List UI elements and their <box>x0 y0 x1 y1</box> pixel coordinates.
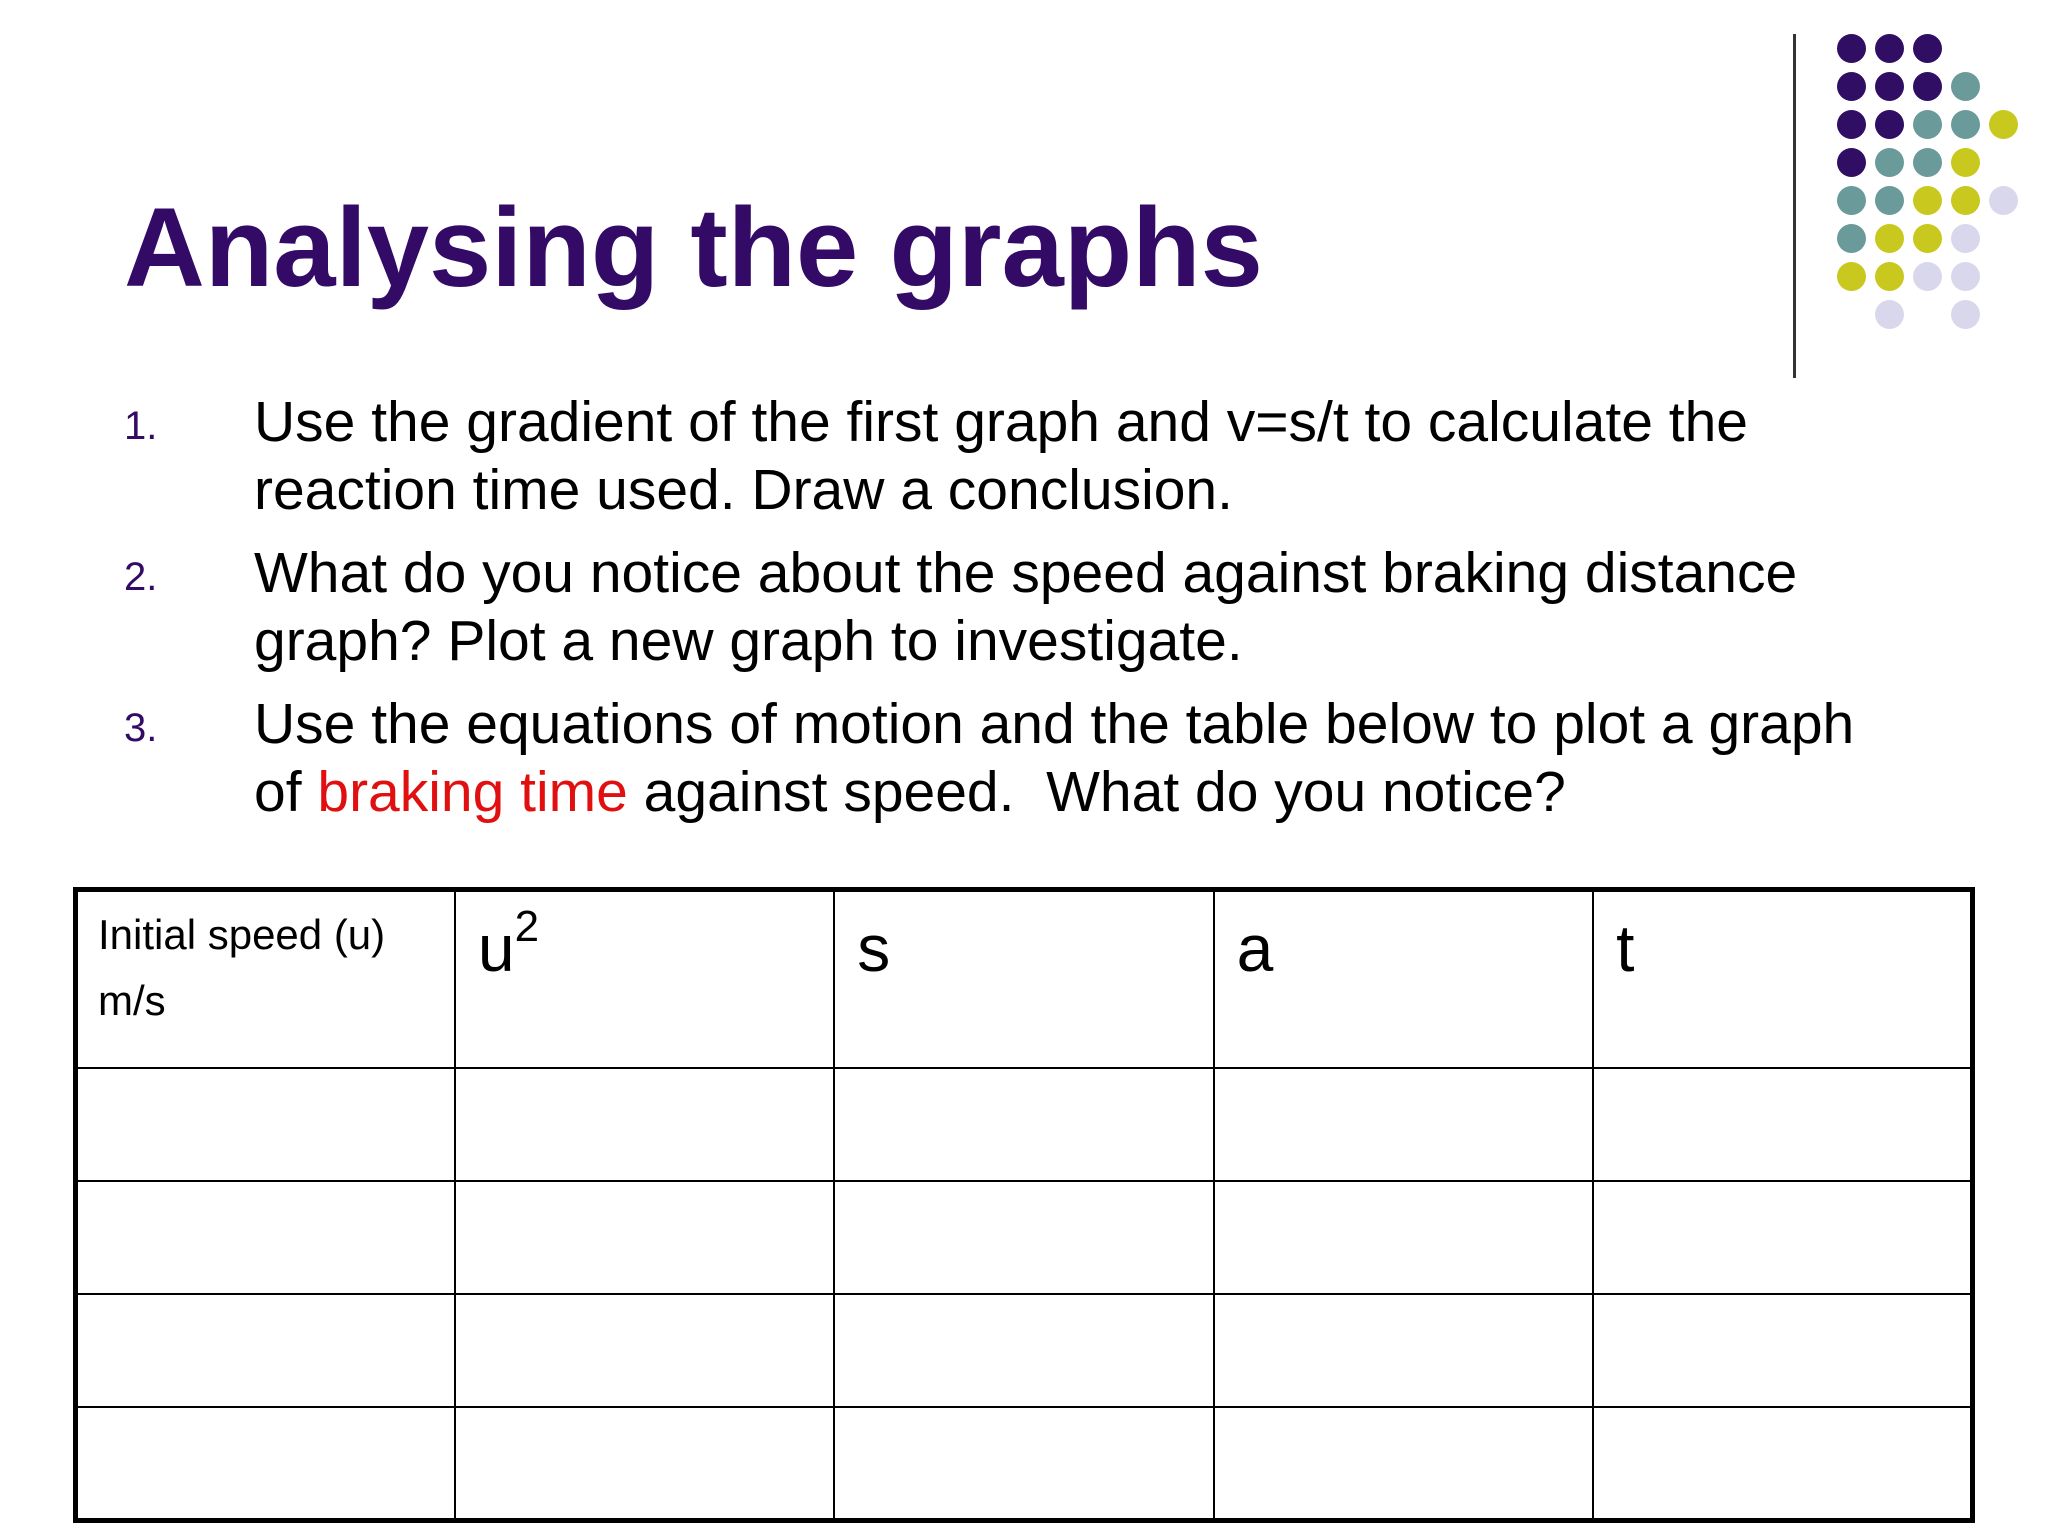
decorative-dot <box>1951 300 1980 329</box>
data-table <box>73 887 1975 1523</box>
table-cell[interactable] <box>455 1068 834 1181</box>
header-initial-speed-unit: m/s <box>98 977 166 1024</box>
decorative-dot <box>1951 262 1980 291</box>
table-cell[interactable] <box>834 1068 1213 1181</box>
decorative-dot <box>1837 110 1866 139</box>
vertical-divider <box>1793 34 1796 378</box>
table-row <box>76 1294 1973 1407</box>
table-cell[interactable] <box>834 1407 1213 1520</box>
list-item-3-line1: Use the equations of motion and the table below to plot a graph <box>254 692 1855 756</box>
table-cell[interactable] <box>455 1294 834 1407</box>
slide-title: Analysing the graphs <box>124 185 1263 310</box>
list-item-3-line2-prefix: of <box>254 760 318 824</box>
decorative-dot <box>1913 34 1942 63</box>
table-cell[interactable] <box>1593 1407 1972 1520</box>
decorative-dot <box>1913 186 1942 215</box>
decorative-dot <box>1989 110 2018 139</box>
table-cell[interactable] <box>76 1181 455 1294</box>
highlight-braking-time: braking time <box>317 760 628 824</box>
list-number-3: 3. <box>124 706 158 750</box>
list-number-1: 1. <box>124 404 158 448</box>
decorative-dot <box>1837 186 1866 215</box>
table-row <box>76 1068 1973 1181</box>
decorative-dot <box>1875 110 1904 139</box>
list-item-3-line2-suffix: against speed. What do you notice? <box>627 760 1566 824</box>
decorative-dot <box>1875 186 1904 215</box>
decorative-dot <box>1837 148 1866 177</box>
decorative-dot <box>1837 72 1866 101</box>
table-cell[interactable] <box>455 1407 834 1520</box>
table-cell[interactable] <box>76 1407 455 1520</box>
decorative-dot <box>1913 72 1942 101</box>
header-t: t <box>1593 890 1972 1068</box>
header-s: s <box>834 890 1213 1068</box>
header-initial-speed-label: Initial speed (u) <box>98 911 386 958</box>
table-row <box>76 1181 1973 1294</box>
table-cell[interactable] <box>1214 1407 1593 1520</box>
decorative-dot <box>1913 148 1942 177</box>
table-cell[interactable] <box>1593 1294 1972 1407</box>
table-cell[interactable] <box>1214 1294 1593 1407</box>
decorative-dot <box>1837 34 1866 63</box>
table-cell[interactable] <box>834 1294 1213 1407</box>
instruction-list <box>124 388 2024 841</box>
decorative-dot <box>1837 262 1866 291</box>
table-header-row <box>76 890 1973 1068</box>
decorative-dot <box>1951 148 1980 177</box>
header-u-squared-base: u <box>477 911 515 985</box>
header-u-squared <box>455 890 834 1068</box>
list-item-3 <box>124 690 2024 826</box>
decorative-dot <box>1913 110 1942 139</box>
list-item-1 <box>124 388 2024 524</box>
decorative-dot <box>1951 110 1980 139</box>
list-item-2-line1: What do you notice about the speed against braking distance <box>254 541 1798 605</box>
table-cell[interactable] <box>1214 1068 1593 1181</box>
list-item-2-line2: graph? Plot a new graph to investigate. <box>254 609 1243 673</box>
decorative-dot <box>1951 72 1980 101</box>
decorative-dot <box>1875 34 1904 63</box>
header-a: a <box>1214 890 1593 1068</box>
table-cell[interactable] <box>76 1068 455 1181</box>
decorative-dot <box>1875 148 1904 177</box>
decorative-dot <box>1875 300 1904 329</box>
table-cell[interactable] <box>834 1181 1213 1294</box>
table-cell[interactable] <box>76 1294 455 1407</box>
list-item-2 <box>124 539 2024 675</box>
decorative-dot <box>1875 262 1904 291</box>
table-cell[interactable] <box>1593 1181 1972 1294</box>
table-row <box>76 1407 1973 1520</box>
decorative-dot <box>1951 186 1980 215</box>
table-cell[interactable] <box>1214 1181 1593 1294</box>
list-item-1-line1: Use the gradient of the first graph and v=s/t to calculate the <box>254 390 1748 454</box>
header-u-squared-exponent: 2 <box>514 902 540 951</box>
decorative-dot <box>1951 224 1980 253</box>
table-cell[interactable] <box>1593 1068 1972 1181</box>
decorative-dot <box>1989 186 2018 215</box>
decorative-dot <box>1913 262 1942 291</box>
decorative-dot <box>1837 224 1866 253</box>
list-number-2: 2. <box>124 555 158 599</box>
decorative-dot <box>1913 224 1942 253</box>
table-cell[interactable] <box>455 1181 834 1294</box>
decorative-dot <box>1875 72 1904 101</box>
list-item-1-line2: reaction time used. Draw a conclusion. <box>254 458 1233 522</box>
header-initial-speed <box>76 890 455 1068</box>
decorative-dot <box>1875 224 1904 253</box>
